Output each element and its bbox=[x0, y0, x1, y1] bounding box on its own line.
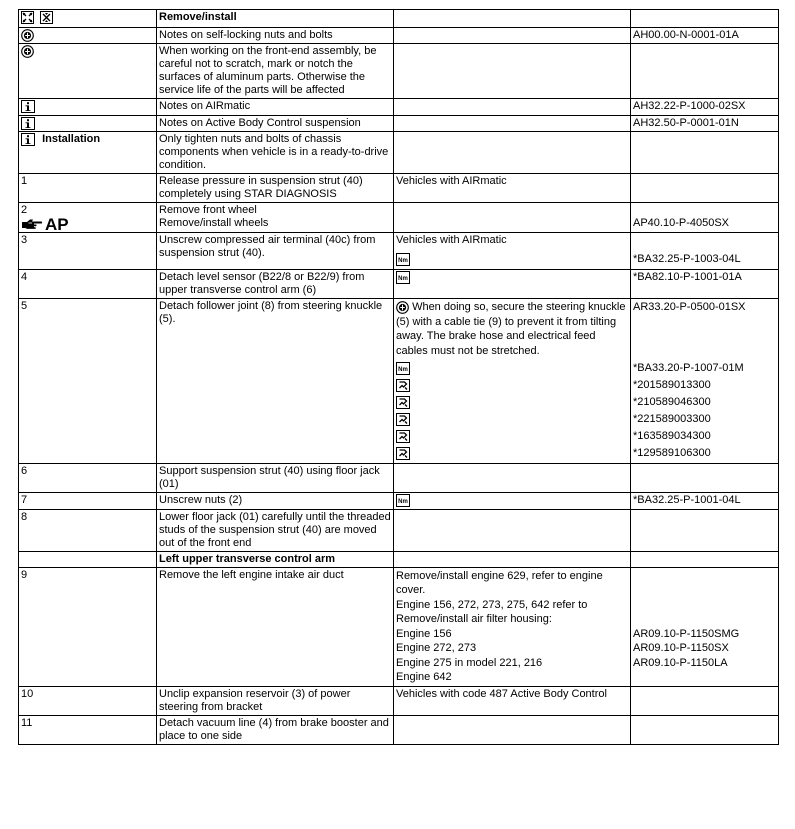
step-number: 10 bbox=[19, 686, 157, 715]
special-tool-icon bbox=[396, 447, 410, 460]
table-row bbox=[19, 686, 779, 715]
step-text: Remove front wheel bbox=[159, 204, 257, 217]
empty-cell bbox=[631, 10, 779, 28]
info-icon bbox=[21, 100, 35, 113]
step-condition-cell bbox=[394, 233, 631, 270]
special-tool-icon bbox=[396, 396, 410, 409]
note-icon-cell bbox=[19, 28, 157, 44]
step-text: Detach level sensor (B22/8 or B22/9) from upper transverse control arm (6) bbox=[157, 270, 394, 299]
tool-ref-link[interactable]: *163589034300 bbox=[633, 430, 711, 443]
remove-install-icon bbox=[40, 11, 53, 24]
section-title: Left upper transverse control arm bbox=[157, 551, 394, 567]
torque-cell bbox=[394, 493, 631, 509]
step-text: Lower floor jack (01) carefully until the threaded studs of the suspension strut (40) are moved out of the front end bbox=[157, 509, 394, 551]
info-icon bbox=[21, 133, 35, 146]
step-condition: Engine 156 bbox=[396, 627, 452, 640]
pointing-hand-icon bbox=[21, 218, 43, 231]
torque-icon bbox=[396, 271, 410, 284]
note-icon-cell bbox=[19, 132, 157, 174]
table-row bbox=[19, 567, 779, 686]
torque-icon bbox=[396, 253, 410, 266]
step-number: 6 bbox=[19, 464, 157, 493]
table-row bbox=[19, 270, 779, 299]
step-text: Remove the left engine intake air duct bbox=[157, 567, 394, 686]
empty-cell bbox=[394, 715, 631, 744]
step-condition: Engine 272, 273 bbox=[396, 642, 477, 655]
remove-install-icon bbox=[21, 11, 34, 24]
step-text: Unscrew compressed air terminal (40c) from suspension strut (40). bbox=[157, 233, 394, 270]
header-title: Remove/install bbox=[157, 10, 394, 28]
table-row bbox=[19, 551, 779, 567]
table-row bbox=[19, 44, 779, 99]
torque-icon bbox=[396, 362, 410, 375]
info-icon bbox=[21, 117, 35, 130]
empty-cell bbox=[394, 509, 631, 551]
step-ref-link[interactable]: *BA33.20-P-1007-01M bbox=[633, 362, 744, 375]
table-row bbox=[19, 99, 779, 115]
step-number: 9 bbox=[19, 567, 157, 686]
step-condition: Vehicles with AIRmatic bbox=[396, 234, 507, 247]
step-ref-cell bbox=[631, 299, 779, 464]
torque-cell bbox=[394, 270, 631, 299]
step-condition: Vehicles with AIRmatic bbox=[394, 174, 631, 203]
step-ref-link[interactable]: *BA32.25-P-1003-04L bbox=[633, 253, 741, 266]
header-icons-cell bbox=[19, 10, 157, 28]
step-ref-cell bbox=[631, 567, 779, 686]
caution-icon bbox=[21, 29, 34, 42]
table-row bbox=[19, 28, 779, 44]
step-number: 11 bbox=[19, 715, 157, 744]
step-text: Detach follower joint (8) from steering knuckle (5). bbox=[157, 299, 394, 464]
empty-cell bbox=[631, 509, 779, 551]
step-text: Detach vacuum line (4) from brake booster and place to one side bbox=[157, 715, 394, 744]
note-text: Notes on Active Body Control suspension bbox=[157, 115, 394, 131]
note-text: When working on the front-end assembly, be careful not to scratch, mark or notch the surfaces of aluminum parts. Otherwise the service life of the parts will be affected bbox=[157, 44, 394, 99]
svg-text:Nm: Nm bbox=[398, 276, 408, 283]
step-ref-link[interactable]: AR09.10-P-1150SMG bbox=[633, 627, 740, 640]
step-number: 4 bbox=[19, 270, 157, 299]
step-ref-cell bbox=[631, 233, 779, 270]
empty-cell bbox=[394, 115, 631, 131]
tool-ref-link[interactable]: *221589003300 bbox=[633, 413, 711, 426]
empty-cell bbox=[394, 10, 631, 28]
svg-text:Nm: Nm bbox=[398, 499, 408, 506]
step-text-cell bbox=[157, 203, 394, 233]
empty-cell bbox=[394, 132, 631, 174]
special-tool-icon bbox=[396, 413, 410, 426]
empty-cell bbox=[394, 551, 631, 567]
caution-icon bbox=[396, 301, 409, 314]
note-text: Notes on self-locking nuts and bolts bbox=[157, 28, 394, 44]
step-number: 3 bbox=[19, 233, 157, 270]
step-number: 1 bbox=[19, 174, 157, 203]
step-condition: Remove/install air filter housing: bbox=[396, 613, 552, 626]
step-subtext: Remove/install wheels bbox=[159, 217, 269, 230]
note-text: Only tighten nuts and bolts of chassis components when vehicle is in a ready-to-drive condition. bbox=[157, 132, 394, 174]
ap-label: AP bbox=[45, 215, 69, 233]
step-condition-cell bbox=[394, 299, 631, 464]
step-ref-link[interactable]: AR33.20-P-0500-01SX bbox=[633, 301, 746, 314]
step-condition: Vehicles with code 487 Active Body Control bbox=[394, 686, 631, 715]
table-row bbox=[19, 493, 779, 509]
caution-icon bbox=[21, 45, 34, 58]
empty-cell bbox=[631, 551, 779, 567]
empty-cell bbox=[631, 132, 779, 174]
step-condition: Engine 642 bbox=[396, 671, 452, 684]
table-row bbox=[19, 509, 779, 551]
step-number: 5 bbox=[19, 299, 157, 464]
step-number: 7 bbox=[19, 493, 157, 509]
table-row bbox=[19, 464, 779, 493]
empty-cell bbox=[394, 464, 631, 493]
table-row bbox=[19, 10, 779, 28]
ap-reference bbox=[21, 215, 154, 233]
table-row bbox=[19, 299, 779, 464]
step-condition-cell bbox=[394, 567, 631, 686]
torque-icon bbox=[396, 494, 410, 507]
note-ref-link[interactable]: AH32.22-P-1000-02SX bbox=[631, 99, 779, 115]
table-row bbox=[19, 715, 779, 744]
step-number-cell bbox=[19, 203, 157, 233]
note-icon-cell bbox=[19, 115, 157, 131]
empty-cell bbox=[394, 203, 631, 233]
svg-text:Nm: Nm bbox=[398, 258, 408, 265]
empty-cell bbox=[631, 174, 779, 203]
tool-ref-link[interactable]: *129589106300 bbox=[633, 447, 711, 460]
empty-cell bbox=[19, 551, 157, 567]
note-ref-link[interactable]: AH32.50-P-0001-01N bbox=[631, 115, 779, 131]
empty-cell bbox=[631, 715, 779, 744]
step-number: 2 bbox=[21, 204, 28, 217]
note-ref-link[interactable]: AH00.00-N-0001-01A bbox=[631, 28, 779, 44]
tool-ref-link[interactable]: *210589046300 bbox=[633, 396, 711, 409]
empty-cell bbox=[631, 686, 779, 715]
empty-cell bbox=[394, 99, 631, 115]
step-ref-cell bbox=[631, 203, 779, 233]
special-tool-icon bbox=[396, 379, 410, 392]
tool-ref-link[interactable]: *201589013300 bbox=[633, 379, 711, 392]
step-ref-link[interactable]: AR09.10-P-1150SX bbox=[633, 642, 729, 655]
procedure-table bbox=[18, 9, 779, 745]
empty-cell bbox=[631, 464, 779, 493]
empty-cell bbox=[394, 28, 631, 44]
empty-cell bbox=[394, 44, 631, 99]
step-condition: Engine 275 in model 221, 216 bbox=[396, 656, 543, 669]
step-text: Unclip expansion reservoir (3) of power steering from bracket bbox=[157, 686, 394, 715]
step-text: Release pressure in suspension strut (40) completely using STAR DIAGNOSIS bbox=[157, 174, 394, 203]
special-tool-icon bbox=[396, 430, 410, 443]
note-icon-cell bbox=[19, 99, 157, 115]
step-condition: Remove/install engine 629, refer to engine cover. bbox=[396, 569, 603, 597]
step-number: 8 bbox=[19, 509, 157, 551]
step-text: Support suspension strut (40) using floor jack (01) bbox=[157, 464, 394, 493]
step-ref-link[interactable]: *BA82.10-P-1001-01A bbox=[631, 270, 779, 299]
step-text: Unscrew nuts (2) bbox=[157, 493, 394, 509]
table-row bbox=[19, 115, 779, 131]
table-row bbox=[19, 174, 779, 203]
installation-label: Installation bbox=[42, 133, 101, 146]
step-condition: Engine 156, 272, 273, 275, 642 refer to bbox=[396, 598, 588, 611]
table-row bbox=[19, 203, 779, 233]
note-icon-cell bbox=[19, 44, 157, 99]
empty-cell bbox=[631, 44, 779, 99]
table-row bbox=[19, 132, 779, 174]
caution-text: When doing so, secure the steering knuckle (5) with a cable tie (9) to prevent it from tilting away. The brake hose and electrical feed cables must not be stretched. bbox=[396, 301, 626, 357]
step-ref-link[interactable]: *BA32.25-P-1001-04L bbox=[631, 493, 779, 509]
table-row bbox=[19, 233, 779, 270]
step-caution-note bbox=[396, 301, 625, 357]
step-ref-link[interactable]: AP40.10-P-4050SX bbox=[633, 217, 730, 230]
note-text: Notes on AIRmatic bbox=[157, 99, 394, 115]
svg-text:Nm: Nm bbox=[398, 367, 408, 374]
step-ref-link[interactable]: AR09.10-P-1150LA bbox=[633, 656, 728, 669]
